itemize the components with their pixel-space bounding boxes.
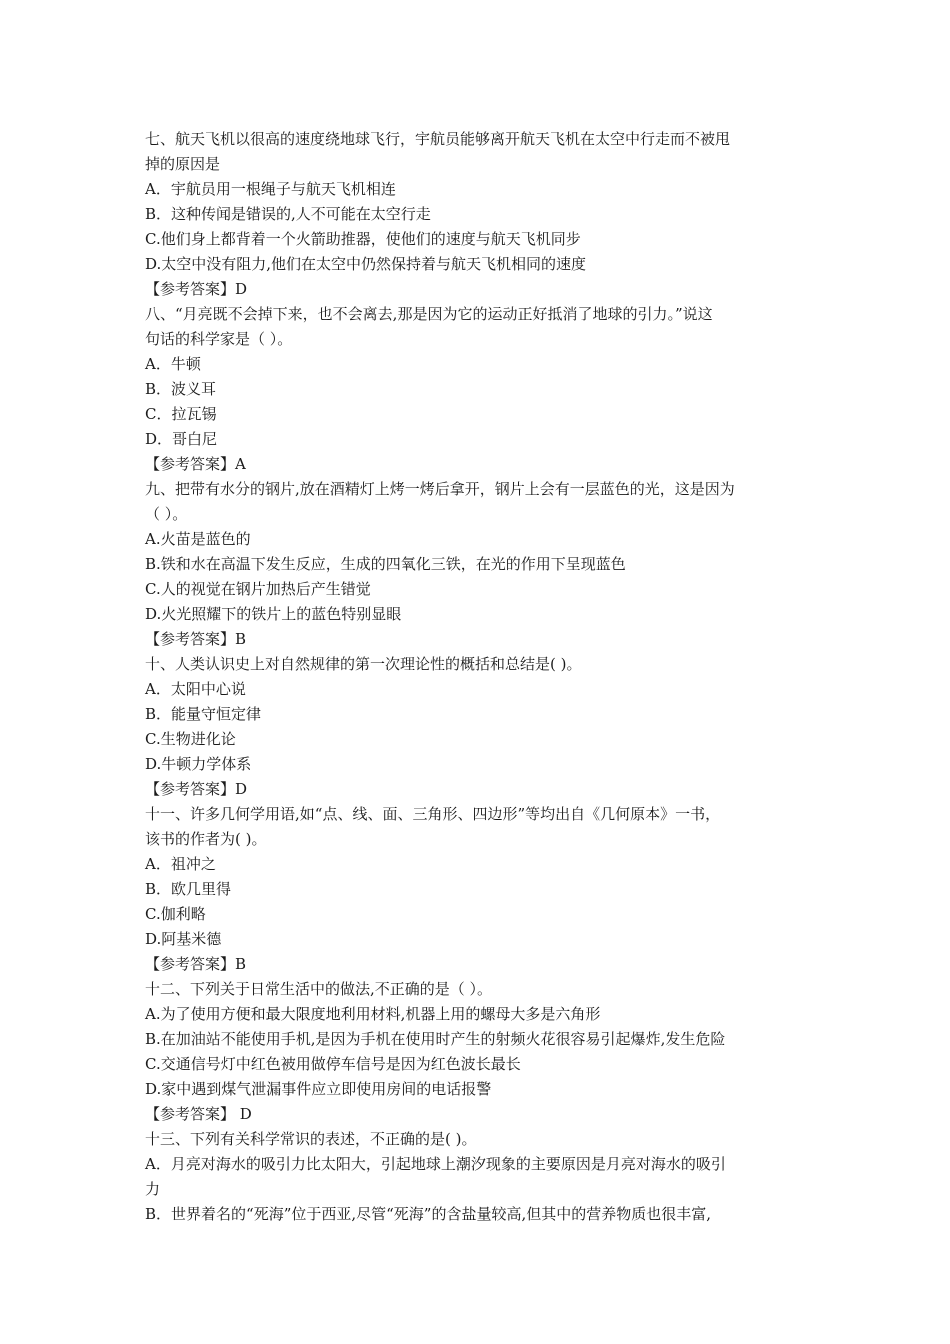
question-13 <box>145 1127 815 1227</box>
question-stem-line: 该书的作者为( )。 <box>145 830 267 848</box>
question-12 <box>145 977 815 1127</box>
question-8 <box>145 302 815 477</box>
question-stem-line: 七、航天飞机以很高的速度绕地球飞行，宇航员能够离开航天飞机在太空中行走而不被甩 <box>145 130 731 148</box>
option-a: A．牛顿 <box>145 355 201 373</box>
option-c: C.人的视觉在钢片加热后产生错觉 <box>145 580 371 598</box>
question-11 <box>145 802 815 977</box>
answer: 【参考答案】 D <box>145 1105 252 1123</box>
option-c: C.伽利略 <box>145 905 206 923</box>
option-b: B．能量守恒定律 <box>145 705 262 723</box>
answer: 【参考答案】B <box>145 955 247 973</box>
option-a: A.火苗是蓝色的 <box>145 530 251 548</box>
option-d: D.火光照耀下的铁片上的蓝色特别显眼 <box>145 605 402 623</box>
option-a: A．太阳中心说 <box>145 680 246 698</box>
question-10 <box>145 652 815 802</box>
option-d: D.太空中没有阻力,他们在太空中仍然保持着与航天飞机相同的速度 <box>145 255 587 273</box>
option-b: B．世界着名的“死海”位于西亚,尽管“死海”的含盐量较高,但其中的营养物质也很丰富, <box>145 1205 712 1223</box>
question-9 <box>145 477 815 652</box>
option-c: C.生物进化论 <box>145 730 236 748</box>
option-b: B．欧几里得 <box>145 880 232 898</box>
answer: 【参考答案】B <box>145 630 247 648</box>
answer: 【参考答案】D <box>145 780 248 798</box>
question-stem-line: 十三、下列有关科学常识的表述，不正确的是( )。 <box>145 1130 477 1148</box>
question-stem-line: 十、人类认识史上对自然规律的第一次理论性的概括和总结是( )。 <box>145 655 582 673</box>
question-stem-line: 句话的科学家是（ ）。 <box>145 330 293 348</box>
option-c: C.交通信号灯中红色被用做停车信号是因为红色波长最长 <box>145 1055 521 1073</box>
option-c: C．拉瓦锡 <box>145 405 217 423</box>
question-stem-line: 十一、许多几何学用语,如“点、线、面、三角形、四边形”等均出自《几何原本》一书， <box>145 805 721 823</box>
option-d: D．哥白尼 <box>145 430 218 448</box>
question-stem-line: 九、把带有水分的钢片,放在酒精灯上烤一烤后拿开，钢片上会有一层蓝色的光，这是因为 <box>145 480 735 498</box>
option-d: D.牛顿力学体系 <box>145 755 252 773</box>
option-a: A.为了使用方便和最大限度地利用材料,机器上用的螺母大多是六角形 <box>145 1005 601 1023</box>
question-stem-line: 十二、下列关于日常生活中的做法,不正确的是（ ）。 <box>145 980 493 998</box>
option-a: A．宇航员用一根绳子与航天飞机相连 <box>145 180 396 198</box>
option-b: B.铁和水在高温下发生反应，生成的四氧化三铁，在光的作用下呈现蓝色 <box>145 555 626 573</box>
question-7 <box>145 127 815 302</box>
question-stem-line: （ ）。 <box>145 505 188 523</box>
answer: 【参考答案】D <box>145 280 248 298</box>
option-a-continued: 力 <box>145 1180 161 1198</box>
document-body <box>145 127 815 1227</box>
option-b: B．这种传闻是错误的,人不可能在太空行走 <box>145 205 431 223</box>
answer: 【参考答案】A <box>145 455 246 473</box>
question-stem-line: 八、“月亮既不会掉下来，也不会离去,那是因为它的运动正好抵消了地球的引力。”说这 <box>145 305 713 323</box>
option-b: B．波义耳 <box>145 380 217 398</box>
option-d: D.家中遇到煤气泄漏事件应立即使用房间的电话报警 <box>145 1080 492 1098</box>
option-c: C.他们身上都背着一个火箭助推器，使他们的速度与航天飞机同步 <box>145 230 581 248</box>
option-b: B.在加油站不能使用手机,是因为手机在使用时产生的射频火花很容易引起爆炸,发生危险 <box>145 1030 726 1048</box>
option-a: A．祖冲之 <box>145 855 216 873</box>
option-d: D.阿基米德 <box>145 930 222 948</box>
option-a: A．月亮对海水的吸引力比太阳大，引起地球上潮汐现象的主要原因是月亮对海水的吸引 <box>145 1155 726 1173</box>
question-stem-line: 掉的原因是 <box>145 155 221 173</box>
